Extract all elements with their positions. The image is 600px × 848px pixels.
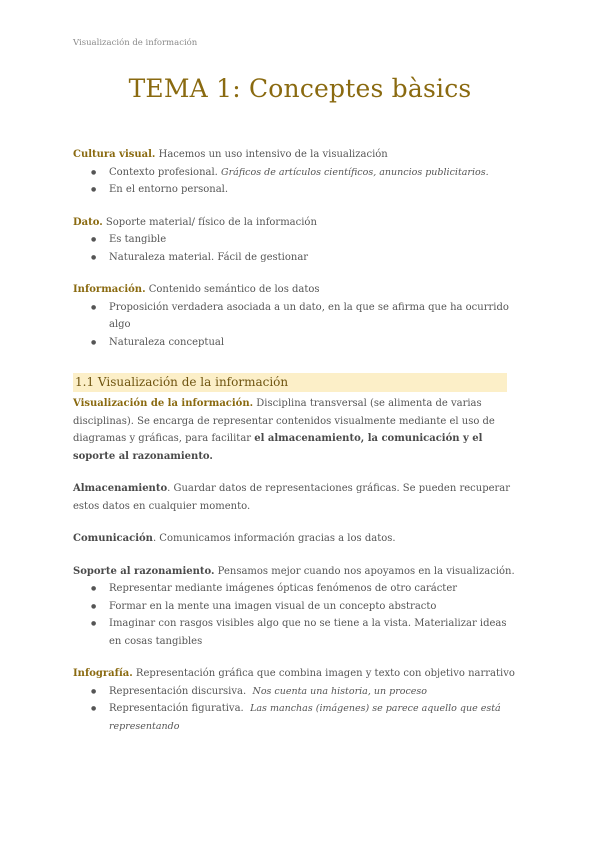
informacion-list [73,299,519,352]
list-item: ● Naturaleza conceptual [73,334,519,352]
informacion-text: Contenido semántico de los datos [145,284,320,295]
infografia-list [73,683,519,736]
section-heading: 1.1 Visualización de la información [73,373,507,392]
list-item: ● Proposición verdadera asociada a un dato, en la que se afirma que ha ocurrido algo [73,299,519,334]
visualizacion-bold: el almacenamiento, la comunicación y el soporte al razonamiento. [73,433,483,462]
list-item: ● Representar mediante imágenes ópticas fenómenos de otro carácter [73,580,519,598]
infografia-text: Representación gráfica que combina imagen y texto con objetivo narrativo [132,668,515,679]
infografia-definition [73,665,519,683]
dato-list [73,231,519,266]
soporte-definition [73,563,519,581]
running-header: Visualización de información [73,38,198,48]
infografia-item1-prefix: Representación discursiva. [109,685,253,697]
cultura-text: Hacemos un uso intensivo de la visualización [155,149,388,160]
document-body [73,146,519,735]
list-item: ● En el entorno personal. [73,181,519,199]
soporte-term: Soporte al razonamiento. [73,565,215,577]
list-item [73,700,519,735]
dato-definition [73,214,519,232]
infografia-item2-prefix: Representación figurativa. [109,703,251,714]
comunicacion-text: . Comunicamos información gracias a los datos. [152,533,396,544]
visualizacion-definition [73,395,519,465]
informacion-term: Información. [73,284,146,295]
almacenamiento-definition [73,480,519,515]
almacenamiento-text: . Guardar datos de representaciones gráficas. Se pueden recuperar estos datos en cualquier momento. [73,483,511,512]
visualizacion-text: Disciplina transversal (se alimenta de varias disciplinas). Se encarga de representar contenidos visualmente mediante el uso de diagramas y gráficas, para facilitar [73,398,495,444]
list-item [73,164,519,182]
comunicacion-term: Comunicación [73,533,153,544]
list-item: ● Es tangible [73,231,519,249]
list-item: ● Imaginar con rasgos visibles algo que no se tiene a la vista. Materializar ideas en cosas tangibles [73,615,519,650]
infografia-item2-italic: Las manchas (imágenes) se parece aquello que está representando [109,703,501,732]
cultura-definition [73,146,519,164]
list-item: ● Formar en la mente una imagen visual de un concepto abstracto [73,598,519,616]
list-item: ● Naturaleza material. Fácil de gestionar [73,249,519,267]
dato-term: Dato. [73,216,103,228]
dato-text: Soporte material/ físico de la información [102,216,317,228]
soporte-list [73,580,519,650]
visualizacion-term: Visualización de la información. [73,398,254,409]
page-title: TEMA 1: Conceptes bàsics [128,74,472,103]
comunicacion-definition [73,530,519,548]
cultura-term: Cultura visual. [73,149,156,160]
infografia-term: Infografía. [73,668,133,679]
list-item [73,683,519,701]
cultura-item1-prefix: Contexto profesional. [109,166,222,178]
infografia-item1-italic: Nos cuenta una historia, un proceso [252,685,428,697]
cultura-list [73,164,519,199]
soporte-text: Pensamos mejor cuando nos apoyamos en la visualización. [214,565,515,577]
almacenamiento-term: Almacenamiento [73,483,168,494]
cultura-item1-italic: Gráficos de artículos científicos, anuncios publicitarios. [221,166,489,178]
informacion-definition [73,281,519,299]
